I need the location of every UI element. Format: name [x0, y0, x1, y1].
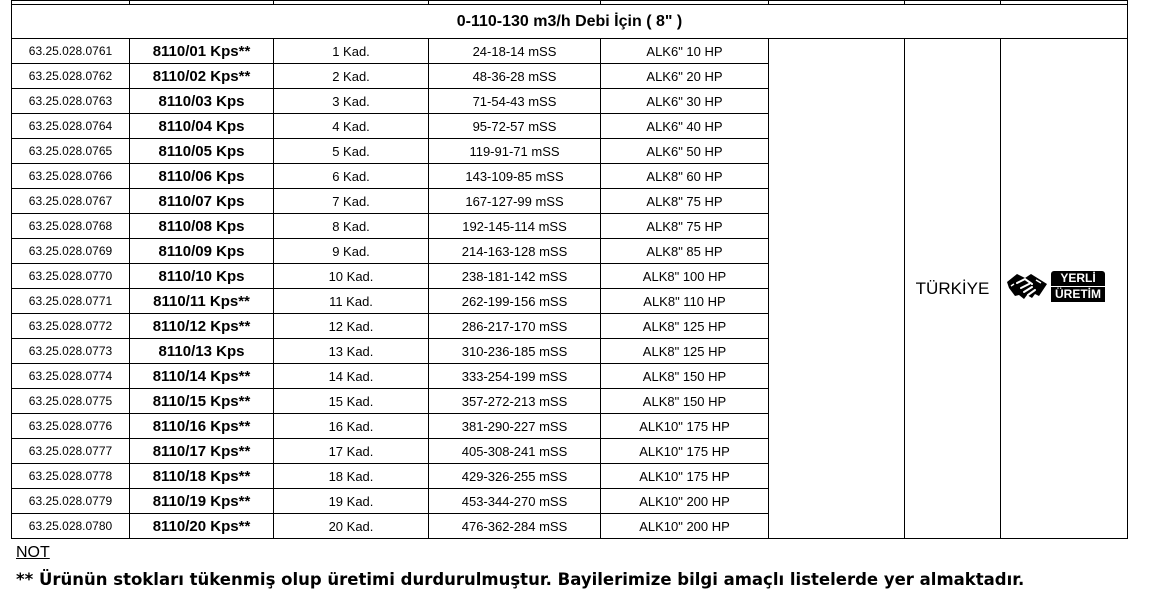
cell-model: 8110/17 Kps** — [130, 439, 274, 464]
cell-motor: ALK6" 30 HP — [601, 89, 769, 114]
cell-motor: ALK6" 50 HP — [601, 139, 769, 164]
note-text: ** Ürünün stokları tükenmiş olup üretimi durdurulmuştur. Bayilerimize bilgi amaçlı listelerde yer almaktadır. — [16, 570, 1025, 589]
cell-code: 63.25.028.0763 — [12, 89, 130, 114]
cell-motor: ALK8" 150 HP — [601, 364, 769, 389]
cell-stage: 19 Kad. — [274, 489, 429, 514]
cell-head: 24-18-14 mSS — [429, 39, 601, 64]
badge-line2: ÜRETİM — [1051, 286, 1105, 302]
cell-model: 8110/18 Kps** — [130, 464, 274, 489]
cell-motor: ALK10" 175 HP — [601, 414, 769, 439]
table-title-row — [12, 5, 1128, 39]
cell-code: 63.25.028.0765 — [12, 139, 130, 164]
cell-model: 8110/07 Kps — [130, 189, 274, 214]
cell-code: 63.25.028.0777 — [12, 439, 130, 464]
cell-code: 63.25.028.0772 — [12, 314, 130, 339]
cell-code: 63.25.028.0780 — [12, 514, 130, 539]
cell-stage: 17 Kad. — [274, 439, 429, 464]
cell-head: 286-217-170 mSS — [429, 314, 601, 339]
cell-model: 8110/03 Kps — [130, 89, 274, 114]
cell-stage: 18 Kad. — [274, 464, 429, 489]
table-title: 0-110-130 m3/h Debi İçin ( 8" ) — [12, 5, 1128, 39]
cell-model: 8110/04 Kps — [130, 114, 274, 139]
cell-code: 63.25.028.0776 — [12, 414, 130, 439]
cell-motor: ALK8" 125 HP — [601, 339, 769, 364]
cell-stage: 16 Kad. — [274, 414, 429, 439]
cell-code: 63.25.028.0778 — [12, 464, 130, 489]
cell-code: 63.25.028.0769 — [12, 239, 130, 264]
cell-motor: ALK10" 200 HP — [601, 514, 769, 539]
cell-model: 8110/14 Kps** — [130, 364, 274, 389]
cell-motor: ALK10" 175 HP — [601, 464, 769, 489]
cell-motor: ALK8" 85 HP — [601, 239, 769, 264]
yerli-uretim-badge — [1005, 268, 1123, 304]
cell-motor: ALK6" 10 HP — [601, 39, 769, 64]
cell-code: 63.25.028.0767 — [12, 189, 130, 214]
cell-code: 63.25.028.0773 — [12, 339, 130, 364]
cell-motor: ALK8" 125 HP — [601, 314, 769, 339]
cell-stage: 5 Kad. — [274, 139, 429, 164]
cell-empty — [769, 39, 905, 539]
cell-model: 8110/19 Kps** — [130, 489, 274, 514]
cell-motor: ALK8" 100 HP — [601, 264, 769, 289]
cell-code: 63.25.028.0771 — [12, 289, 130, 314]
cell-stage: 4 Kad. — [274, 114, 429, 139]
cell-code: 63.25.028.0770 — [12, 264, 130, 289]
badge-words — [1051, 271, 1105, 302]
cell-stage: 15 Kad. — [274, 389, 429, 414]
pump-table — [11, 0, 1128, 539]
cell-stage: 9 Kad. — [274, 239, 429, 264]
badge-line1: YERLİ — [1051, 271, 1105, 286]
cell-model: 8110/08 Kps — [130, 214, 274, 239]
handshake-icon — [1005, 268, 1049, 304]
cell-model: 8110/15 Kps** — [130, 389, 274, 414]
cell-head: 214-163-128 mSS — [429, 239, 601, 264]
cell-code: 63.25.028.0764 — [12, 114, 130, 139]
cell-motor: ALK8" 110 HP — [601, 289, 769, 314]
cell-motor: ALK8" 150 HP — [601, 389, 769, 414]
cell-head: 238-181-142 mSS — [429, 264, 601, 289]
cell-head: 310-236-185 mSS — [429, 339, 601, 364]
cell-motor: ALK8" 60 HP — [601, 164, 769, 189]
cell-model: 8110/02 Kps** — [130, 64, 274, 89]
cell-head: 71-54-43 mSS — [429, 89, 601, 114]
cell-stage: 7 Kad. — [274, 189, 429, 214]
cell-head: 357-272-213 mSS — [429, 389, 601, 414]
cell-model: 8110/16 Kps** — [130, 414, 274, 439]
cell-code: 63.25.028.0779 — [12, 489, 130, 514]
cell-stage: 1 Kad. — [274, 39, 429, 64]
cell-model: 8110/12 Kps** — [130, 314, 274, 339]
cell-head: 143-109-85 mSS — [429, 164, 601, 189]
cell-motor: ALK6" 40 HP — [601, 114, 769, 139]
cell-stage: 3 Kad. — [274, 89, 429, 114]
pump-table-body — [12, 1, 1128, 539]
cell-head: 119-91-71 mSS — [429, 139, 601, 164]
cell-code: 63.25.028.0762 — [12, 64, 130, 89]
cell-code: 63.25.028.0774 — [12, 364, 130, 389]
cell-head: 405-308-241 mSS — [429, 439, 601, 464]
cell-stage: 8 Kad. — [274, 214, 429, 239]
cell-motor: ALK8" 75 HP — [601, 214, 769, 239]
cell-head: 476-362-284 mSS — [429, 514, 601, 539]
cell-stage: 13 Kad. — [274, 339, 429, 364]
cell-model: 8110/10 Kps — [130, 264, 274, 289]
cell-head: 48-36-28 mSS — [429, 64, 601, 89]
cell-stage: 6 Kad. — [274, 164, 429, 189]
cell-stage: 11 Kad. — [274, 289, 429, 314]
cell-stage: 10 Kad. — [274, 264, 429, 289]
cell-code: 63.25.028.0768 — [12, 214, 130, 239]
cell-motor: ALK6" 20 HP — [601, 64, 769, 89]
cell-head: 453-344-270 mSS — [429, 489, 601, 514]
table-row — [12, 39, 1128, 64]
cell-code: 63.25.028.0761 — [12, 39, 130, 64]
cell-stage: 20 Kad. — [274, 514, 429, 539]
cell-code: 63.25.028.0766 — [12, 164, 130, 189]
note-label: NOT — [16, 544, 50, 561]
cell-motor: ALK10" 200 HP — [601, 489, 769, 514]
cell-head: 333-254-199 mSS — [429, 364, 601, 389]
product-table-sheet — [11, 0, 1127, 539]
cell-head: 429-326-255 mSS — [429, 464, 601, 489]
cell-head: 192-145-114 mSS — [429, 214, 601, 239]
cell-head: 95-72-57 mSS — [429, 114, 601, 139]
cell-model: 8110/09 Kps — [130, 239, 274, 264]
cell-model: 8110/05 Kps — [130, 139, 274, 164]
cell-origin: TÜRKİYE — [905, 39, 1001, 539]
cell-model: 8110/11 Kps** — [130, 289, 274, 314]
cell-model: 8110/01 Kps** — [130, 39, 274, 64]
cell-badge — [1001, 39, 1128, 539]
cell-head: 381-290-227 mSS — [429, 414, 601, 439]
footnote — [16, 543, 1024, 591]
cell-motor: ALK8" 75 HP — [601, 189, 769, 214]
cell-stage: 2 Kad. — [274, 64, 429, 89]
cell-stage: 12 Kad. — [274, 314, 429, 339]
cell-stage: 14 Kad. — [274, 364, 429, 389]
cell-model: 8110/20 Kps** — [130, 514, 274, 539]
cell-head: 167-127-99 mSS — [429, 189, 601, 214]
cell-model: 8110/13 Kps — [130, 339, 274, 364]
cell-motor: ALK10" 175 HP — [601, 439, 769, 464]
cell-model: 8110/06 Kps — [130, 164, 274, 189]
cell-head: 262-199-156 mSS — [429, 289, 601, 314]
cell-code: 63.25.028.0775 — [12, 389, 130, 414]
